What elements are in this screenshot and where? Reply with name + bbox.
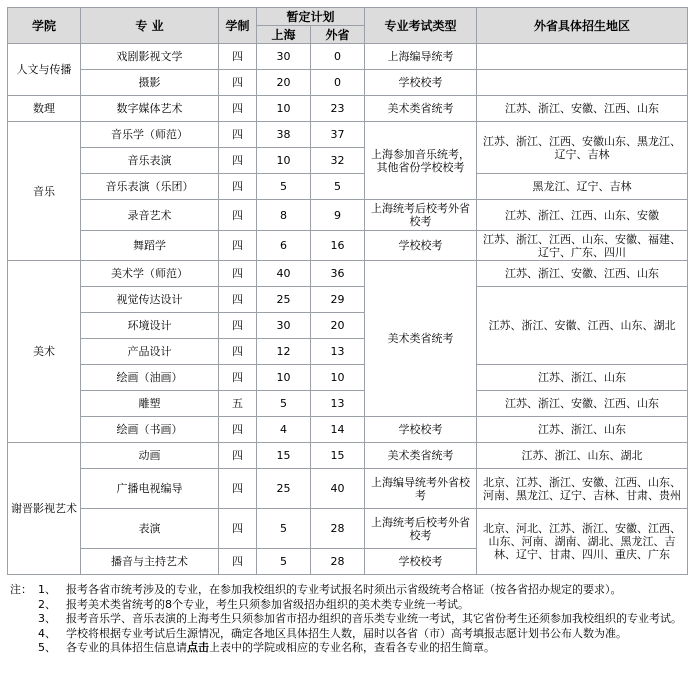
other-quota: 14: [311, 417, 365, 443]
college-link-digital[interactable]: 数理: [8, 96, 81, 122]
duration-cell: 五: [219, 391, 257, 417]
enrollment-plan-table: [7, 7, 688, 575]
duration-cell: 四: [219, 339, 257, 365]
duration-cell: 四: [219, 261, 257, 287]
col-header-major: 专 业: [81, 8, 219, 44]
regions-cell: 江苏、浙江、山东: [477, 417, 688, 443]
table-row: [8, 287, 688, 313]
other-quota: 29: [311, 287, 365, 313]
footnote-text: 报考美术类省统考的8个专业，考生只须参加省级招办组织的美术类专业统一考试。: [66, 597, 469, 611]
duration-cell: 四: [219, 96, 257, 122]
major-link[interactable]: 摄影: [81, 70, 219, 96]
shanghai-quota: 25: [257, 287, 311, 313]
table-row: [8, 44, 688, 70]
other-quota: 13: [311, 391, 365, 417]
duration-cell: 四: [219, 44, 257, 70]
shanghai-quota: 8: [257, 200, 311, 231]
duration-cell: 四: [219, 287, 257, 313]
table-row: [8, 365, 688, 391]
regions-cell: 江苏、浙江、山东: [477, 365, 688, 391]
shanghai-quota: 5: [257, 391, 311, 417]
exam-type-cell: 上海统考后校考外省校考: [365, 200, 477, 231]
table-row: [8, 261, 688, 287]
shanghai-quota: 6: [257, 231, 311, 261]
table-row: [8, 200, 688, 231]
shanghai-quota: 15: [257, 443, 311, 469]
exam-type-cell: 学校校考: [365, 231, 477, 261]
regions-cell: [477, 70, 688, 96]
exam-type-cell: 美术类省统考: [365, 96, 477, 122]
other-quota: 28: [311, 509, 365, 549]
table-row: [8, 443, 688, 469]
footnotes: [10, 583, 686, 656]
regions-cell: 江苏、浙江、山东、湖北: [477, 443, 688, 469]
college-link-xiejin[interactable]: 谢晋影视艺术: [8, 443, 81, 575]
other-quota: 40: [311, 469, 365, 509]
header-row: [8, 8, 688, 26]
col-header-regions: 外省具体招生地区: [477, 8, 688, 44]
major-link[interactable]: 音乐表演: [81, 148, 219, 174]
other-quota: 32: [311, 148, 365, 174]
duration-cell: 四: [219, 148, 257, 174]
major-link[interactable]: 录音艺术: [81, 200, 219, 231]
major-link[interactable]: 绘画（书画）: [81, 417, 219, 443]
table-row: [8, 231, 688, 261]
major-link[interactable]: 音乐表演（乐团）: [81, 174, 219, 200]
shanghai-quota: 10: [257, 365, 311, 391]
major-link[interactable]: 广播电视编导: [81, 469, 219, 509]
shanghai-quota: 40: [257, 261, 311, 287]
shanghai-quota: 5: [257, 509, 311, 549]
regions-cell: 江苏、浙江、安徽、江西、山东、湖北: [477, 287, 688, 365]
footnote-4: [10, 627, 686, 642]
footnote-index: 4、: [38, 626, 56, 640]
regions-cell: [477, 44, 688, 70]
major-link[interactable]: 动画: [81, 443, 219, 469]
table-row: [8, 96, 688, 122]
major-link[interactable]: 音乐学（师范）: [81, 122, 219, 148]
major-link[interactable]: 舞蹈学: [81, 231, 219, 261]
exam-type-cell: 上海参加音乐统考，其他省份学校校考: [365, 122, 477, 200]
click-emphasis: 点击: [187, 641, 209, 654]
duration-cell: 四: [219, 509, 257, 549]
regions-cell: 江苏、浙江、江西、安徽山东、黑龙江、辽宁、吉林: [477, 122, 688, 174]
duration-cell: 四: [219, 365, 257, 391]
shanghai-quota: 20: [257, 70, 311, 96]
footnote-index: 1、: [38, 583, 56, 596]
footnote-index: 5、: [38, 641, 56, 654]
other-quota: 23: [311, 96, 365, 122]
shanghai-quota: 38: [257, 122, 311, 148]
other-quota: 16: [311, 231, 365, 261]
regions-cell: 江苏、浙江、安徽、江西、山东: [477, 391, 688, 417]
duration-cell: 四: [219, 231, 257, 261]
exam-type-cell: 上海编导统考: [365, 44, 477, 70]
shanghai-quota: 25: [257, 469, 311, 509]
duration-cell: 四: [219, 549, 257, 575]
table-row: [8, 469, 688, 509]
duration-cell: 四: [219, 174, 257, 200]
col-header-exam-type: 专业考试类型: [365, 8, 477, 44]
col-header-college: 学院: [8, 8, 81, 44]
shanghai-quota: 5: [257, 174, 311, 200]
exam-type-cell: 学校校考: [365, 70, 477, 96]
major-link[interactable]: 美术学（师范）: [81, 261, 219, 287]
shanghai-quota: 5: [257, 549, 311, 575]
footnote-text: 各专业的具体招生信息请: [66, 641, 187, 654]
col-header-plan: 暂定计划: [257, 8, 365, 26]
other-quota: 37: [311, 122, 365, 148]
duration-cell: 四: [219, 313, 257, 339]
shanghai-quota: 30: [257, 44, 311, 70]
duration-cell: 四: [219, 70, 257, 96]
exam-type-cell: 美术类省统考: [365, 261, 477, 417]
major-link[interactable]: 雕塑: [81, 391, 219, 417]
major-link[interactable]: 环境设计: [81, 313, 219, 339]
duration-cell: 四: [219, 469, 257, 509]
exam-type-cell: 上海统考后校考外省校考: [365, 509, 477, 549]
table-row: [8, 391, 688, 417]
exam-type-cell: 学校校考: [365, 549, 477, 575]
table-row: [8, 122, 688, 148]
other-quota: 20: [311, 313, 365, 339]
shanghai-quota: 12: [257, 339, 311, 365]
major-link[interactable]: 播音与主持艺术: [81, 549, 219, 575]
table-row: [8, 417, 688, 443]
exam-type-cell: 上海编导统考外省校考: [365, 469, 477, 509]
shanghai-quota: 4: [257, 417, 311, 443]
exam-type-cell: 学校校考: [365, 417, 477, 443]
major-link[interactable]: 数字媒体艺术: [81, 96, 219, 122]
regions-cell: 北京、河北、江苏、浙江、安徽、江西、山东、河南、湖南、湖北、黑龙江、吉林、辽宁、甘肃、四川、重庆、广东: [477, 509, 688, 575]
footnote-1: [10, 583, 686, 598]
shanghai-quota: 10: [257, 148, 311, 174]
other-quota: 0: [311, 44, 365, 70]
footnote-index: 2、: [38, 597, 56, 611]
footnote-text: 报考音乐学、音乐表演的上海考生只须参加省市招办组织的音乐类专业统一考试，其它省份考生还须参加我校组织的专业考试。: [66, 612, 682, 625]
regions-cell: 江苏、浙江、江西、山东、安徽、福建、辽宁、广东、四川: [477, 231, 688, 261]
duration-cell: 四: [219, 200, 257, 231]
col-header-duration: 学制: [219, 8, 257, 44]
table-row: [8, 70, 688, 96]
footnote-text: 学校将根据专业考试后生源情况，确定各地区具体招生人数，届时以各省（市）高考填报志愿计划书公布人数为准。: [66, 626, 627, 640]
regions-cell: 江苏、浙江、江西、山东、安徽: [477, 200, 688, 231]
footnote-2: [10, 598, 686, 613]
footnote-index: 3、: [38, 612, 56, 625]
major-link[interactable]: 戏剧影视文学: [81, 44, 219, 70]
regions-cell: 北京、江苏、浙江、安徽、江西、山东、河南、黑龙江、辽宁、吉林、甘肃、贵州: [477, 469, 688, 509]
exam-type-cell: 美术类省统考: [365, 443, 477, 469]
college-link-art[interactable]: 美术: [8, 261, 81, 443]
other-quota: 10: [311, 365, 365, 391]
other-quota: 15: [311, 443, 365, 469]
duration-cell: 四: [219, 122, 257, 148]
table-row: [8, 509, 688, 549]
footnote-text: 上表中的学院或相应的专业名称，查看各专业的招生简章。: [209, 641, 495, 654]
duration-cell: 四: [219, 443, 257, 469]
regions-cell: 江苏、浙江、安徽、江西、山东: [477, 261, 688, 287]
other-quota: 0: [311, 70, 365, 96]
footnote-3: [10, 612, 686, 627]
college-link-music[interactable]: 音乐: [8, 122, 81, 261]
other-quota: 13: [311, 339, 365, 365]
major-link[interactable]: 视觉传达设计: [81, 287, 219, 313]
footnote-lead: 注：: [10, 583, 32, 596]
shanghai-quota: 30: [257, 313, 311, 339]
regions-cell: 江苏、浙江、安徽、江西、山东: [477, 96, 688, 122]
regions-cell: 黑龙江、辽宁、吉林: [477, 174, 688, 200]
major-link[interactable]: 产品设计: [81, 339, 219, 365]
table-row: [8, 174, 688, 200]
col-header-shanghai: 上海: [257, 26, 311, 44]
footnote-text: 报考各省市统考涉及的专业，在参加我校组织的专业考试报名时须出示省级统考合格证（按各省招办规定的要求）。: [66, 583, 622, 596]
duration-cell: 四: [219, 417, 257, 443]
other-quota: 36: [311, 261, 365, 287]
other-quota: 28: [311, 549, 365, 575]
college-link-humanities[interactable]: 人文与传播: [8, 44, 81, 96]
col-header-other: 外省: [311, 26, 365, 44]
footnote-5: [10, 641, 686, 656]
shanghai-quota: 10: [257, 96, 311, 122]
other-quota: 5: [311, 174, 365, 200]
major-link[interactable]: 绘画（油画）: [81, 365, 219, 391]
other-quota: 9: [311, 200, 365, 231]
major-link[interactable]: 表演: [81, 509, 219, 549]
